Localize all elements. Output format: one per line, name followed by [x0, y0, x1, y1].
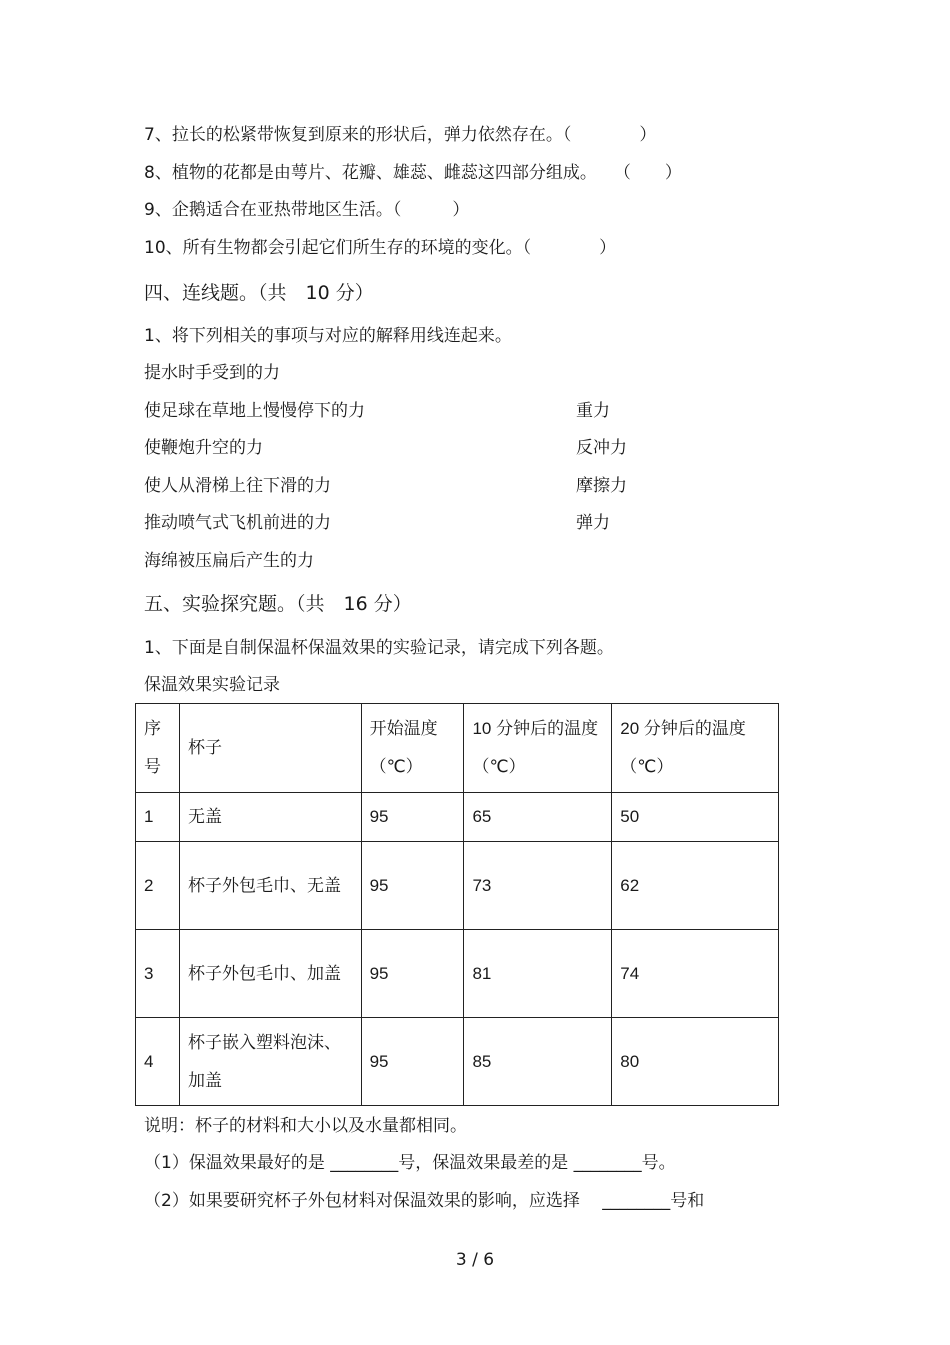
table-cell: 2 — [136, 842, 180, 930]
table-cell: 1 — [136, 793, 180, 842]
table-cell: 74 — [612, 930, 779, 1018]
judgement-item-9: 9、企鹅适合在亚热带地区生活。（ ） — [144, 200, 470, 220]
table-cell: 73 — [464, 842, 612, 930]
table-row — [136, 1018, 779, 1106]
header-cell: 开始温度（℃） — [361, 704, 464, 793]
table-cell: 95 — [361, 1018, 464, 1106]
table-cell: 95 — [361, 842, 464, 930]
header-cell: 杯子 — [179, 704, 361, 793]
section-4-question: 1、将下列相关的事项与对应的解释用线连起来。 — [144, 326, 512, 346]
judgement-item-10: 10、所有生物都会引起它们所生存的环境的变化。（ ） — [144, 238, 617, 258]
table-cell: 80 — [612, 1018, 779, 1106]
table-cell: 95 — [361, 793, 464, 842]
match-left-item: 海绵被压扁后产生的力 — [144, 551, 314, 571]
table-cell: 65 — [464, 793, 612, 842]
match-left-item: 使人从滑梯上往下滑的力 — [144, 476, 331, 496]
header-cell: 20 分钟后的温度（℃） — [612, 704, 779, 793]
table-cell: 杯子外包毛巾、加盖 — [179, 930, 361, 1018]
section-4-title: 四、连线题。（共 10 分） — [144, 282, 374, 304]
header-cell: 序号 — [136, 704, 180, 793]
table-cell: 3 — [136, 930, 180, 1018]
match-right-item: 弹力 — [576, 513, 610, 533]
section-5-question: 1、下面是自制保温杯保温效果的实验记录，请完成下列各题。 — [144, 638, 614, 658]
judgement-item-7: 7、拉长的松紧带恢复到原来的形状后，弹力依然存在。（ ） — [144, 125, 657, 145]
table-cell: 95 — [361, 930, 464, 1018]
table-cell: 81 — [464, 930, 612, 1018]
table-caption: 保温效果实验记录 — [144, 675, 280, 695]
table-row — [136, 842, 779, 930]
match-left-item: 使鞭炮升空的力 — [144, 438, 263, 458]
table-cell: 无盖 — [179, 793, 361, 842]
judgement-item-8: 8、植物的花都是由萼片、花瓣、雄蕊、雌蕊这四部分组成。 （ ） — [144, 163, 682, 183]
sub-question-1: （1）保温效果最好的是 ________号，保温效果最差的是 ________号。 — [144, 1153, 676, 1173]
match-left-item: 推动喷气式飞机前进的力 — [144, 513, 331, 533]
match-right-item: 摩擦力 — [576, 476, 627, 496]
section-5-title: 五、实验探究题。（共 16 分） — [144, 593, 412, 615]
experiment-table — [135, 703, 779, 1106]
table-row — [136, 930, 779, 1018]
sub-question-2: （2）如果要研究杯子外包材料对保温效果的影响，应选择 ________号和 — [144, 1191, 705, 1211]
match-right-item: 反冲力 — [576, 438, 627, 458]
match-right-item: 重力 — [576, 401, 610, 421]
table-row — [136, 793, 779, 842]
match-left-item: 使足球在草地上慢慢停下的力 — [144, 401, 365, 421]
table-header-row — [136, 704, 779, 793]
table-cell: 杯子外包毛巾、无盖 — [179, 842, 361, 930]
table-cell: 85 — [464, 1018, 612, 1106]
table-cell: 62 — [612, 842, 779, 930]
table-cell: 4 — [136, 1018, 180, 1106]
table-cell: 50 — [612, 793, 779, 842]
match-left-item: 提水时手受到的力 — [144, 363, 280, 383]
table-cell: 杯子嵌入塑料泡沫、加盖 — [179, 1018, 361, 1106]
page-number: 3 / 6 — [455, 1250, 495, 1270]
header-cell: 10 分钟后的温度（℃） — [464, 704, 612, 793]
table-note: 说明：杯子的材料和大小以及水量都相同。 — [144, 1116, 467, 1136]
